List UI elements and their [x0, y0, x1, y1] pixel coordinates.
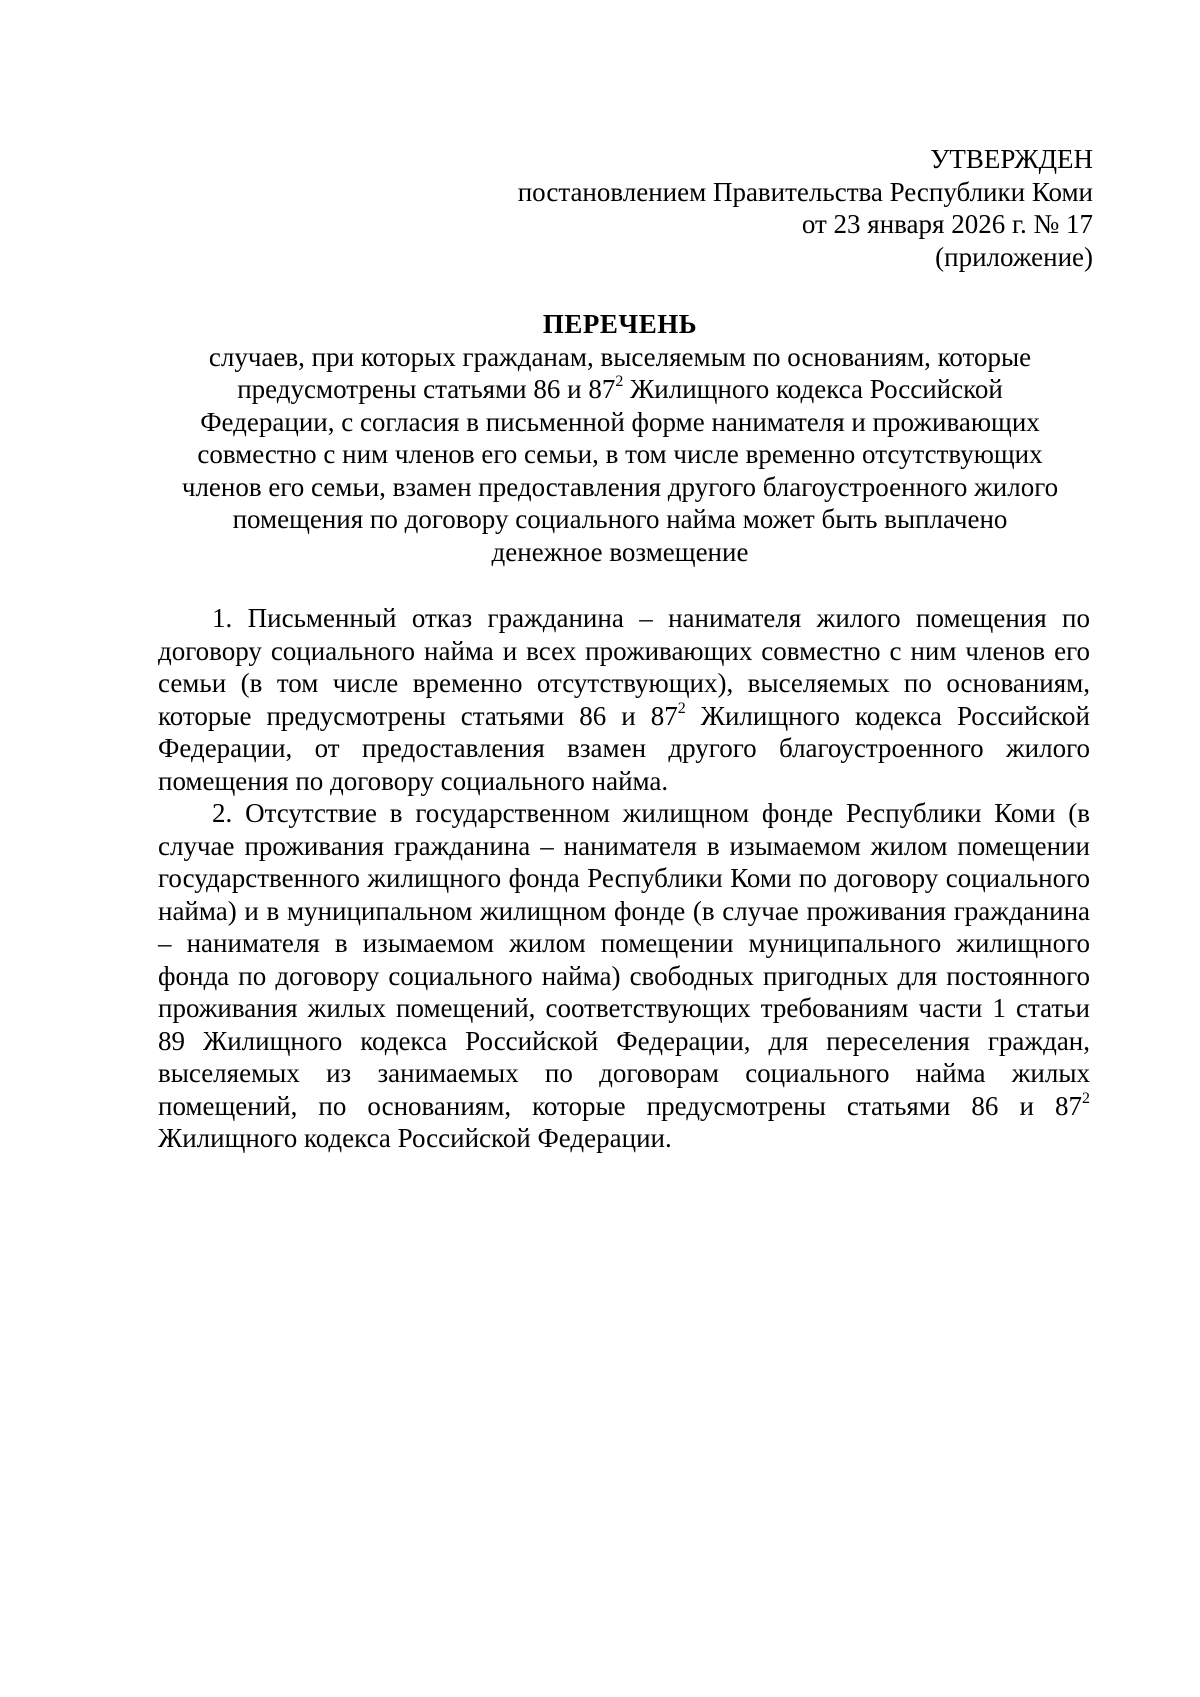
- document-title-block: [150, 308, 1090, 568]
- subtitle-line-4: совместно с ним членов его семьи, в том числе временно отсутствующих: [197, 439, 1043, 469]
- approval-resolution: постановлением Правительства Республики Коми: [517, 176, 1093, 207]
- list-item-1: [158, 602, 1090, 797]
- subtitle-line-6: помещения по договору социального найма может быть выплачено: [232, 504, 1008, 534]
- approval-approved: УТВЕРЖДЕН: [930, 144, 1093, 174]
- document-heading: ПЕРЕЧЕНЬ: [542, 309, 698, 339]
- list-item-2-text-end: Жилищного кодекса Российской Федерации.: [158, 1123, 672, 1153]
- subtitle-line-3: Федерации, с согласия в письменной форме нанимателя и проживающих: [200, 406, 1040, 437]
- approval-stamp: [393, 143, 1093, 273]
- subtitle-line-2: [150, 373, 1090, 406]
- subtitle-line-5: членов его семьи, взамен предоставления другого благоустроенного жилого: [181, 471, 1059, 502]
- list-item-2-superscript: 2: [1082, 1089, 1090, 1107]
- subtitle-line-1: случаев, при которых гражданам, выселяемым по основаниям, которые: [208, 341, 1032, 372]
- subtitle-line-7: денежное возмещение: [491, 536, 749, 567]
- list-item-2-text: 2. Отсутствие в государственном жилищном фонде Республики Коми (в случае проживания гражданина – нанимателя в изымаемом жилом помещении государственного жилищного фонда Республики Коми по договору социального найма) и в муниципальном жилищном фонде (в случае проживания гражданина – нанимателя в изымаемом жилом помещении муниципального жилищного фонда по договору социального найма) свободных пригодных для постоянного проживания жилых помещений, соответствующих требованиям части 1 статьи 89 Жилищного кодекса Российской Федерации, для переселения граждан, выселяемых из занимаемых по договорам социального найма жилых помещений, по основаниям, которые предусмотрены статьями 86 и 87: [158, 798, 1090, 1121]
- subtitle-line-2-text: предусмотрены статьями 86 и 87: [237, 374, 616, 404]
- approval-date-number: от 23 января 2026 г. № 17: [801, 209, 1093, 239]
- list-item-2: [158, 797, 1090, 1155]
- list-item-1-text: 1. Письменный отказ гражданина – нанимателя жилого помещения по договору социального найма и всех проживающих совместно с ним членов его семьи (в том числе временно отсутствующих), выселяемых по основаниям, которые предусмотрены статьями 86 и 87: [158, 603, 1090, 731]
- document-body: [158, 602, 1090, 1155]
- subtitle-line-2-text-end: Жилищного кодекса Российской: [623, 374, 1003, 404]
- list-item-1-superscript: 2: [677, 699, 686, 717]
- subtitle-line-2-superscript: 2: [615, 373, 624, 390]
- approval-appendix: (приложение): [935, 241, 1093, 272]
- list-item-1-text-end: Жилищного кодекса Российской Федерации, от предоставления взамен другого благоустроенного жилого помещения по договору социального найма.: [158, 700, 1091, 796]
